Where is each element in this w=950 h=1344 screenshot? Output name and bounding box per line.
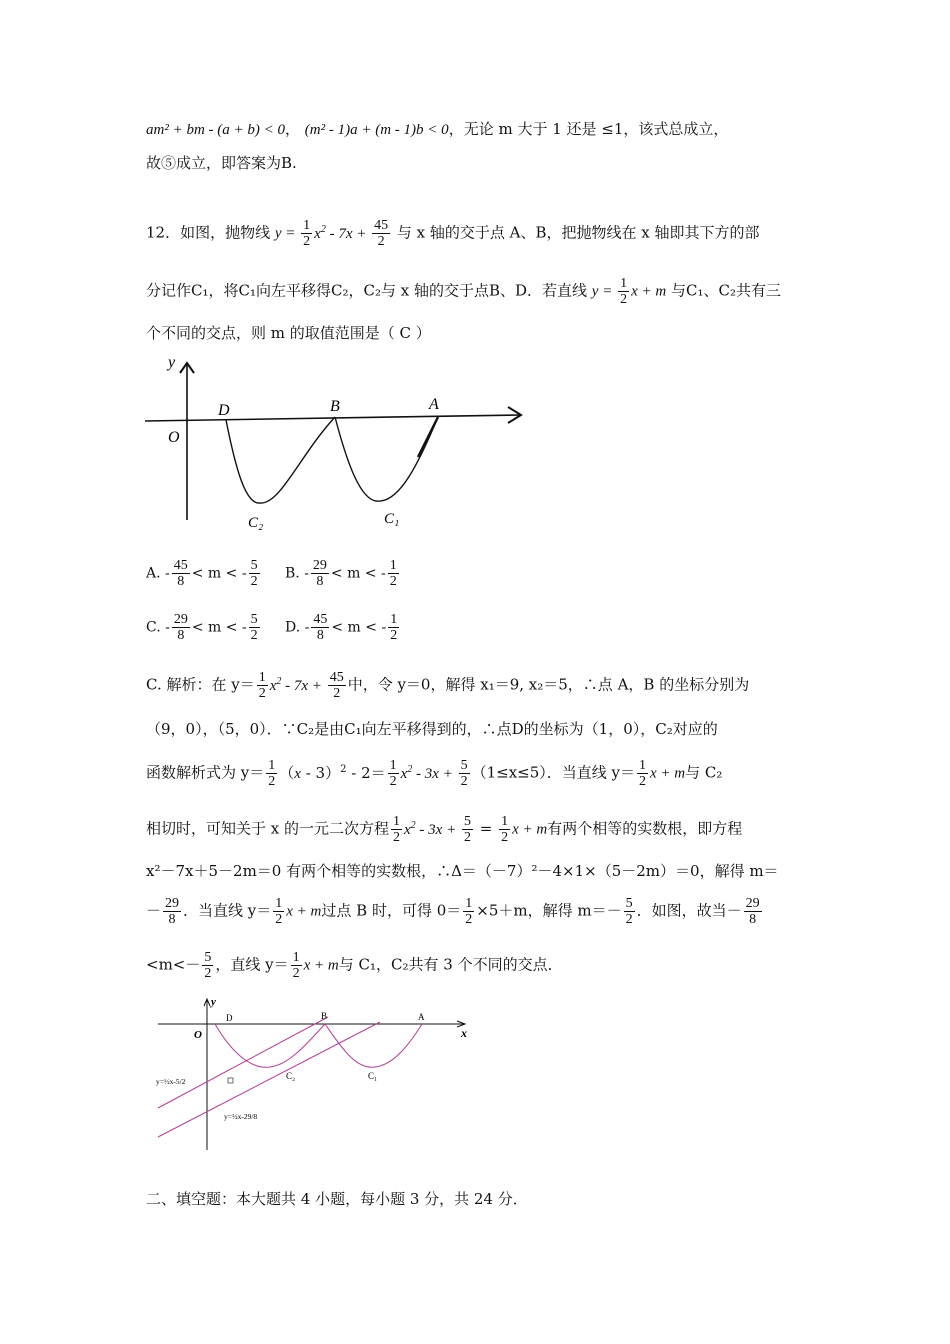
- figure-1: [140, 345, 540, 540]
- label-o: O: [168, 429, 180, 446]
- question-line-2: 分记作C₁，将C₁向左平移得C₂，C₂与 x 轴的交于点B、D．若直线 y = $\frac{1}{2}$ x + m 与C₁、C₂共有三: [146, 276, 781, 307]
- option-c[interactable]: C. - $\frac{29}{8}$ < m < - $\frac{5}{2}$: [146, 612, 258, 643]
- fig2-label-o: O: [194, 1029, 202, 1041]
- prev-line-1-text: ，无论 m 大于 1 还是 ≤1，该式总成立，: [448, 120, 729, 138]
- line-segment: [418, 417, 438, 457]
- question-line-3: 个不同的交点，则 m 的取值范围是（ C ）: [146, 324, 431, 342]
- solution-line-2: （9，0），（5，0）．∵C₂是由C₁向左平移得到的，∴点D的坐标为（1，0），C₂对应的: [146, 720, 718, 738]
- prev-line-1: am² + bm - (a + b) < 0， (m² - 1)a + (m - 1)b < 0，无论 m 大于 1 还是 ≤1，该式总成立，: [146, 120, 729, 138]
- label-c1: C₁: [384, 511, 400, 527]
- solution-line-1: C. 解析：在 y＝ $\frac{1}{2}$ $x^2 - 7x$ + $\frac{45}{2}$ 中，令 y＝0，解得 x₁＝9, x₂＝5，∴点 A，B 的坐标分别为: [146, 670, 750, 701]
- label-b: B: [330, 398, 340, 415]
- fig2-small-box: [228, 1078, 233, 1083]
- option-b[interactable]: B. - $\frac{29}{8}$ < m < - $\frac{1}{2}$: [285, 558, 397, 589]
- fig2-label-c2: C₂: [286, 1071, 296, 1081]
- question-text-1b: 与 x 轴的交于点 A、B，把抛物线在 x 轴即其下方的部: [396, 223, 760, 242]
- fig2-line-2: [158, 1022, 380, 1137]
- question-text-2a: 分记作C₁，将C₁向左平移得C₂，C₂与 x 轴的交于点B、D．若直线: [146, 281, 588, 300]
- solution-line-3: 函数解析式为 y＝ $\frac{1}{2}$ （x - 3）$^2$ - 2＝ $\frac{1}{2}$ $x^2 - 3x$ + $\frac{5}{2}$ （1≤x≤5）．当直线 y＝ $\frac{1}{2}$ x + m与 C₂: [146, 758, 723, 789]
- label-a: A: [429, 396, 439, 413]
- label-d: D: [218, 402, 230, 419]
- fig2-curve-c2: [215, 1024, 325, 1067]
- fig2-label-y: y: [211, 996, 216, 1008]
- fig2-label-d: D: [226, 1013, 233, 1023]
- fig2-line1-label: y=½x-5/2: [156, 1077, 186, 1086]
- curve-c2: [226, 417, 335, 503]
- question-line-1: 12．如图，抛物线 y = $\frac{1}{2}$ $x^2 - 7x$ + $\frac{45}{2}$ 与 x 轴的交于点 A、B，把抛物线在 x 轴即其下方的部: [146, 218, 760, 249]
- solution-line-5: x²－7x＋5－2m＝0 有两个相等的实数根，∴Δ＝（－7）²－4×1×（5－2m）＝0，解得 m＝: [146, 862, 779, 880]
- prev-inequality-1: am² + bm - (a + b) < 0: [146, 122, 286, 138]
- fig2-label-c1: C₁: [368, 1071, 378, 1081]
- frac-45-2: $\frac{45}{2}$: [374, 218, 389, 249]
- question-text-2b: 与C₁、C₂共有三: [670, 281, 781, 300]
- solution-line-4: 相切时，可知关于 x 的一元二次方程 $\frac{1}{2}$ $x^2 - 3x$ + $\frac{5}{2}$ = $\frac{1}{2}$ x + m有两个相等的实数根，即方程: [146, 814, 743, 845]
- parabola-eq-lhs: y =: [274, 225, 300, 242]
- option-a[interactable]: A. - $\frac{45}{8}$ < m < - $\frac{5}{2}$: [146, 558, 258, 589]
- section-heading-fill-in: 二、填空题：本大题共 4 小题，每小题 3 分，共 24 分．: [146, 1190, 528, 1208]
- prev-inequality-2: (m² - 1)a + (m - 1)b < 0: [304, 122, 449, 138]
- option-d[interactable]: D. - $\frac{45}{8}$ < m < - $\frac{1}{2}$: [285, 612, 398, 643]
- solution-line-6: － $\frac{29}{8}$ ．当直线 y＝ $\frac{1}{2}$ x + m过点 B 时，可得 0＝ $\frac{1}{2}$ ×5＋m，解得 m＝－ $\frac{5}{2}$ ．如图，故当－ $\frac{29}{8}$: [146, 896, 760, 927]
- fig2-label-a: A: [418, 1012, 425, 1022]
- curve-c1: [335, 417, 438, 501]
- question-number: 12．: [146, 223, 181, 242]
- fig2-label-x: x: [461, 1026, 467, 1040]
- label-y: y: [168, 354, 176, 371]
- solution-line-7: <m<－ $\frac{5}{2}$ ，直线 y＝ $\frac{1}{2}$ x + m与 C₁，C₂共有 3 个不同的交点．: [146, 950, 563, 981]
- prev-line-2: 故⑤成立，即答案为B.: [146, 154, 297, 172]
- question-text-1a: 如图，抛物线: [180, 223, 271, 242]
- label-c2: C₂: [248, 515, 264, 531]
- frac-half: $\frac{1}{2}$: [303, 218, 311, 249]
- fig2-curve-c1: [325, 1024, 422, 1067]
- fig2-label-b: B: [321, 1011, 328, 1021]
- figure-2: [150, 995, 490, 1155]
- fig2-line2-label: y=½x-29/8: [224, 1112, 258, 1121]
